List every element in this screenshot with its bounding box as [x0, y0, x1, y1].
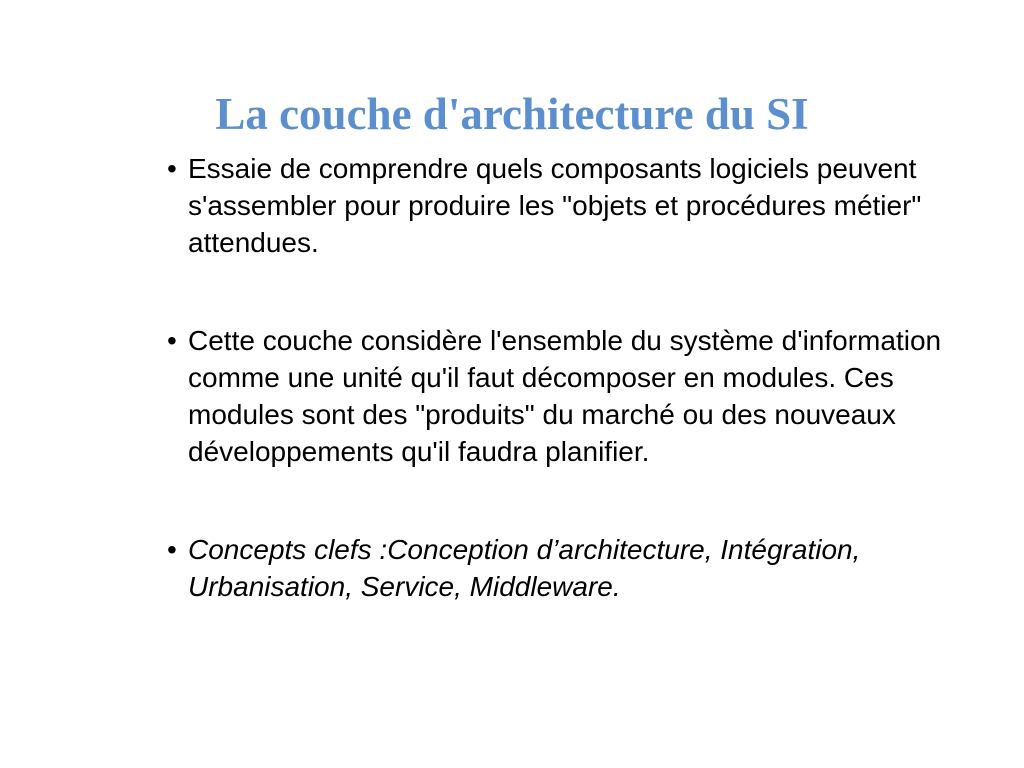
bullet-item [165, 150, 1000, 261]
bullet-list [165, 150, 1000, 605]
bullet-text: Essaie de comprendre quels composants logiciels peuvent s'assembler pour produire les "objets et procédures métier" attendues. [188, 153, 922, 258]
slide-title: La couche d'architecture du SI [215, 89, 809, 139]
bullet-dot-icon: • [167, 325, 177, 356]
bullet-dot-icon: • [167, 153, 177, 184]
bullet-text: Cette couche considère l'ensemble du système d'information comme une unité qu'il faut décomposer en modules. Ces modules sont des "produits" du marché ou des nouveaux développements qu'il faudra planifier. [188, 325, 942, 467]
bullet-text: Concepts clefs :Conception d’architecture, Intégration, Urbanisation, Service, Middleware. [188, 534, 861, 602]
bullet-item [165, 531, 1000, 605]
bullet-dot-icon: • [167, 534, 177, 565]
bullet-item [165, 322, 1000, 470]
